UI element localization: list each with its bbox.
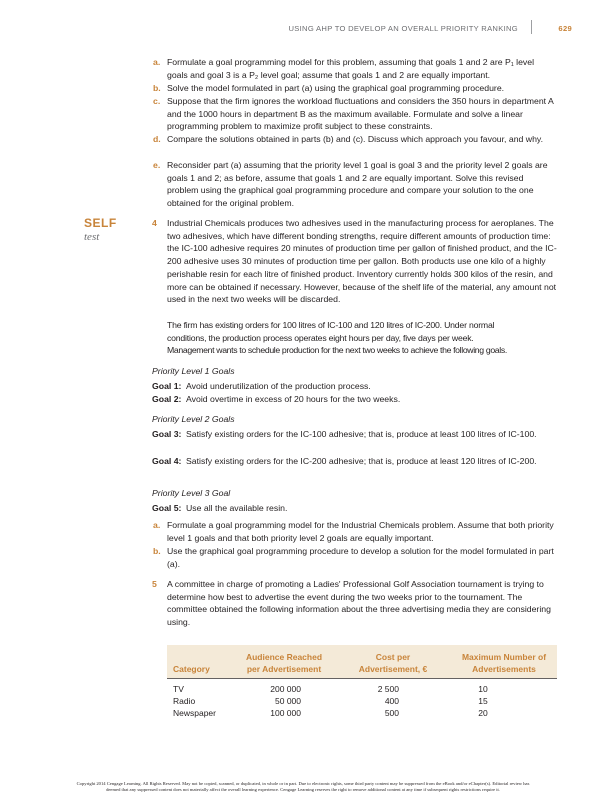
self-test-tag	[84, 216, 117, 244]
goal-text: Use all the available resin.	[186, 503, 288, 513]
part-text: Compare the solutions obtained in parts (b) and (c). Discuss which approach you favour, and why.	[167, 134, 544, 144]
cell-cost: 500	[384, 708, 399, 718]
header-line: Maximum Number of	[461, 652, 547, 662]
cell-audience: 50 000	[275, 696, 301, 706]
header-cost	[333, 652, 453, 675]
part-label: b.	[153, 546, 161, 556]
running-title: USING AHP TO DEVELOP AN OVERALL PRIORITY RANKING	[288, 24, 518, 33]
prev-part-c	[153, 95, 557, 133]
header-line: Advertisements	[472, 663, 536, 674]
goal-text: Satisfy existing orders for the IC-200 adhesive; that is, produce at least 120 litres of IC-200.	[186, 456, 537, 466]
priority-level-2-title: Priority Level 2 Goals	[152, 414, 235, 424]
part-label: e.	[153, 160, 161, 170]
problem-text: Industrial Chemicals produces two adhesives used in the manufacturing process for aeroplanes. The two adhesives, which have different bonding strengths, require different amounts of production time: the IC-100 adhesive requires 20 minutes of production time per gallon of finished product, and the IC-200 adhesive uses 30 minutes of production time per gallon. Both products use one kilo of a highly perishable resin for each litre of finished product. Inventory currently holds 300 kilos of the resin, and more can be obtained if necessary. However, because of the shelf life of the material, any amount not used in the next two weeks will be discarded.	[167, 218, 557, 305]
priority-level-1-title: Priority Level 1 Goals	[152, 366, 235, 376]
problem-number: 5	[152, 579, 157, 589]
cell-max: 20	[478, 708, 488, 718]
header-line: Cost per	[375, 652, 411, 662]
header-audience	[219, 652, 349, 675]
part-text: Solve the model formulated in part (a) using the graphical goal programming procedure.	[167, 83, 505, 93]
table-rule	[167, 678, 557, 679]
cell-category: TV	[173, 684, 184, 694]
problem-5	[152, 578, 557, 629]
prev-part-d	[153, 133, 557, 146]
part-label: a.	[153, 520, 161, 530]
orders-line: The firm has existing orders for 100 litres of IC-100 and 120 litres of IC-200. Under normal	[167, 320, 495, 330]
problem-4-orders	[167, 319, 557, 357]
priority-level-3-title: Priority Level 3 Goal	[152, 488, 231, 498]
prev-part-e	[153, 159, 557, 210]
goal-3	[152, 428, 557, 441]
table-row	[167, 695, 557, 707]
goal-label: Goal 3:	[152, 429, 182, 439]
footer-line: deemed that any suppressed content does not materially affect the overall learning experience. Cengage Learning reserves the right to remove additional content at any time if subsequent rights restrictions require it.	[106, 787, 500, 792]
header-line: Audience Reached	[245, 652, 323, 662]
cell-cost: 400	[384, 696, 399, 706]
goal-label: Goal 2:	[152, 394, 182, 404]
part-text: Reconsider part (a) assuming that the priority level 1 goal is goal 3 and the priority level 2 goals are goals 1 and 2; as before, assume that goals 1 and 2 are equally important. Solve this revised problem using the graphical goal programming procedure and compare your solution to the one obtained for the original problem.	[167, 160, 548, 209]
problem-4-part-a	[153, 519, 557, 544]
goal-text: Avoid underutilization of the production process.	[186, 381, 371, 391]
part-text: Use the graphical goal programming procedure to develop a solution for the model formulated in part (a).	[167, 546, 554, 569]
goal-label: Goal 5:	[152, 503, 182, 513]
goal-text: Avoid overtime in excess of 20 hours for the two weeks.	[186, 394, 401, 404]
goal-5	[152, 502, 557, 515]
table-row	[167, 683, 557, 695]
header-line: per Advertisement	[246, 663, 322, 674]
problem-4-intro	[152, 217, 557, 306]
header-divider	[531, 20, 532, 34]
cell-category: Newspaper	[173, 708, 216, 718]
problem-number: 4	[152, 218, 157, 228]
goal-4	[152, 455, 557, 468]
cell-max: 15	[478, 696, 488, 706]
header-max	[449, 652, 559, 675]
running-header	[288, 22, 572, 36]
problem-4-part-b	[153, 545, 557, 570]
part-text: Suppose that the firm ignores the workload fluctuations and considers the 350 hours in department A and the 1000 hours in department B as the maximum available. Formulate and solve a linear programming problem to maximize profit subject to these constraints.	[167, 96, 554, 132]
header-line: Advertisement, €	[358, 663, 428, 674]
part-label: d.	[153, 134, 161, 144]
self-test-test: test	[84, 231, 100, 243]
cell-category: Radio	[173, 696, 196, 706]
problem-text: A committee in charge of promoting a Ladies' Professional Golf Association tournament is trying to determine how best to advertise the event during the two weeks prior to the tournament. The committee obtained the following information about the three advertising media they are considering using.	[167, 579, 551, 628]
cell-audience: 200 000	[270, 684, 301, 694]
part-label: c.	[153, 96, 161, 106]
prev-part-a	[153, 56, 557, 81]
orders-line: Management wants to schedule production for the next two weeks to achieve the following goals.	[167, 345, 507, 356]
goal-label: Goal 4:	[152, 456, 182, 466]
goal-text: Satisfy existing orders for the IC-100 adhesive; that is, produce at least 100 litres of IC-100.	[186, 429, 537, 439]
copyright-footer	[28, 781, 578, 793]
cell-audience: 100 000	[270, 708, 301, 718]
header-category: Category	[173, 664, 210, 674]
part-text: Formulate a goal programming model for this problem, assuming that goals 1 and 2 are P₁ level goals and goal 3 is a P₂ level goal; assume that goals 1 and 2 are equally important.	[167, 57, 535, 80]
footer-line: Copyright 2014 Cengage Learning. All Rights Reserved. May not be copied, scanned, or duplicated, in whole or in part. Due to electronic rights, some third party content may be suppressed from the eBook and/or eChapter(s). Editorial review has	[76, 781, 530, 786]
part-label: a.	[153, 57, 161, 67]
goal-1	[152, 380, 557, 393]
orders-line: conditions, the production process operates eight hours per day, five days per week.	[167, 332, 474, 343]
cell-max: 10	[478, 684, 488, 694]
table-header-row	[167, 645, 557, 678]
part-text: Formulate a goal programming model for the Industrial Chemicals problem. Assume that both priority level 1 goals and that both priority level 2 goals are equally important.	[167, 520, 554, 543]
table-row	[167, 707, 557, 719]
part-label: b.	[153, 83, 161, 93]
cell-cost: 2 500	[377, 684, 399, 694]
page-number: 629	[558, 24, 572, 33]
prev-part-b	[153, 82, 557, 95]
goal-label: Goal 1:	[152, 381, 182, 391]
goal-2	[152, 393, 557, 406]
advertising-media-table	[167, 645, 557, 719]
self-test-self: SELF	[84, 216, 117, 230]
